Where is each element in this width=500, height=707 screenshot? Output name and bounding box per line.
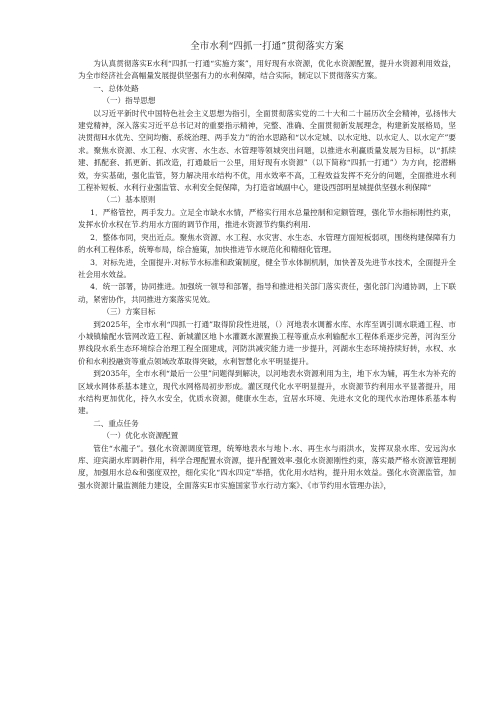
subsection-heading-allocation: （一）优化水资源配置 [102,431,179,441]
subsection-heading-guiding: （一）指导思想 [102,96,156,106]
guiding-paragraph: 以习近平新时代中国特色社会主义思想为指引，全面贯彻落实党的二十大和二十届历次全会精神，弘扬伟大建党精神，深入落实习近平总书记对的重要指示精神，完整、准确、全面贯彻新发展理念，构建新发展格局，坚决贯彻H水优先、空间均衡、系统治理、两手发力”的治水思路和“以水定城、以水定地、以水定人、以水定产”要求。聚焦水资源、水工程、水灾害、水生态、水管理等领城突出问题，以推进水利赢质量发展为目标，以“抓续建、抓配套、抓更新、抓改造，打通最后一公里，用好现有水资源”（以下简称“四抓一打通”）为方向，挖潜蝌效，夯实基础，强化监管，努力解决用水结构不优，用水效率不高，工程效益发挥不充分的问题，全面推进水利工程补短板、水利行业强监管、水利安全促保障，为打造省域副中心，建设西部明星城提供坚强水利保障“ [78,108,456,193]
subsection-heading-goals: （三）方案目标 [102,307,156,317]
intro-paragraph: 为认真贯彻落实E水利“四抓一打通“实施方案”，用好现有水资源，优化水资源配置，提升水资源利用效益，为全市经济社会高幅量发展提供坚强有力的水利保障，结合实际，制定以下贯彻落实方案。 [78,59,456,81]
section-heading-overall: 一、总体处路 [93,83,139,93]
principle-item-2: 2．整体布同，突出近点。聚焦水资源、水工程、水灾害、水生态、水管理方面短板弱项，围绕构建保障有力的水利工程体系，统筹布局，综合施策，加快推进节水规范化和精细化管理。 [78,232,456,255]
subsection-heading-principles: （二）基本原则 [102,195,156,205]
goal-2035-paragraph: 到2035年，全市水利“最后一公里”问题得到解决，以河地表水资源利用为主，地下水为辅，再生水为补充的区域水网体系基本建立，现代水网格局初步形成。灌区现代化水平明显提升，水资源节约利用水平显著提升，用水结构更加优化，持久水安全，优质水资源，健康水生态，宜居水环境、先进水文化的现代水治理体系基本构建。 [78,369,456,416]
principle-item-1: 1．严格管控，两手发力。立足全市缺水水情，严格实行用水总量控制和定额管理，强化节水指标刚性约束，发挥水价水权在节.约用水方面的调节作用，推进水资源节约集约利用. [78,207,456,230]
principle-item-4: 4．统一部署，协同推进。加强统一领导和部署，指导和推进相关部门落实责任，强化部门沟通协调，上下联动，紧密协作，共同推进方案落实见效。 [78,282,456,304]
document-title: 全市水利“四抓一打通”贯彻落实方案 [190,41,344,52]
goal-2025-paragraph: 到2025年，全市水利“四抓一打通”取得阶段性进展，（）河地表水调蓄水库、水库至调引调水联通工程、市小城镇输配水管网改造工程、新城灌区地卜水灌溉水源置换工程等重点水利输配水工程体系逐步完善，河沟至分界线段水系生态环境综合治理工程全面建成，河防洪减灾能力进一步提升，河湖水生态环境持续好转，水权、水价和水利投融资等重点领域改革取得突破，水利智慧化水平明显提升。 [78,319,456,366]
task-1-paragraph: 管住“水龍子”。强化水资源调度管理，统筹地表水与地卜.水、再生水与雨洪水，发挥双泉水库、安远沟水库、迎宾湖水库调耕作用，科学合理配置水资源，提升配置效率.强化水资源刚性约束，落实最严格水资源管理制度，加强用水总&和强度双控，细化实化“四水四定”举措，优化用水结构，提升用水效益。强化水资源监管，加强水资源计量监测能力建设，全面落实E市实施国家节水行动方案》、《市节约用水管理办法》， [78,443,456,490]
section-heading-tasks: 二、重点任务 [93,418,139,428]
principle-item-3: 3．对标先进，全面提升.对标节水标准和政策制度，健全节水体制机制，加快普及先进节水技术，全面提升全社会用水效益。 [78,257,456,279]
